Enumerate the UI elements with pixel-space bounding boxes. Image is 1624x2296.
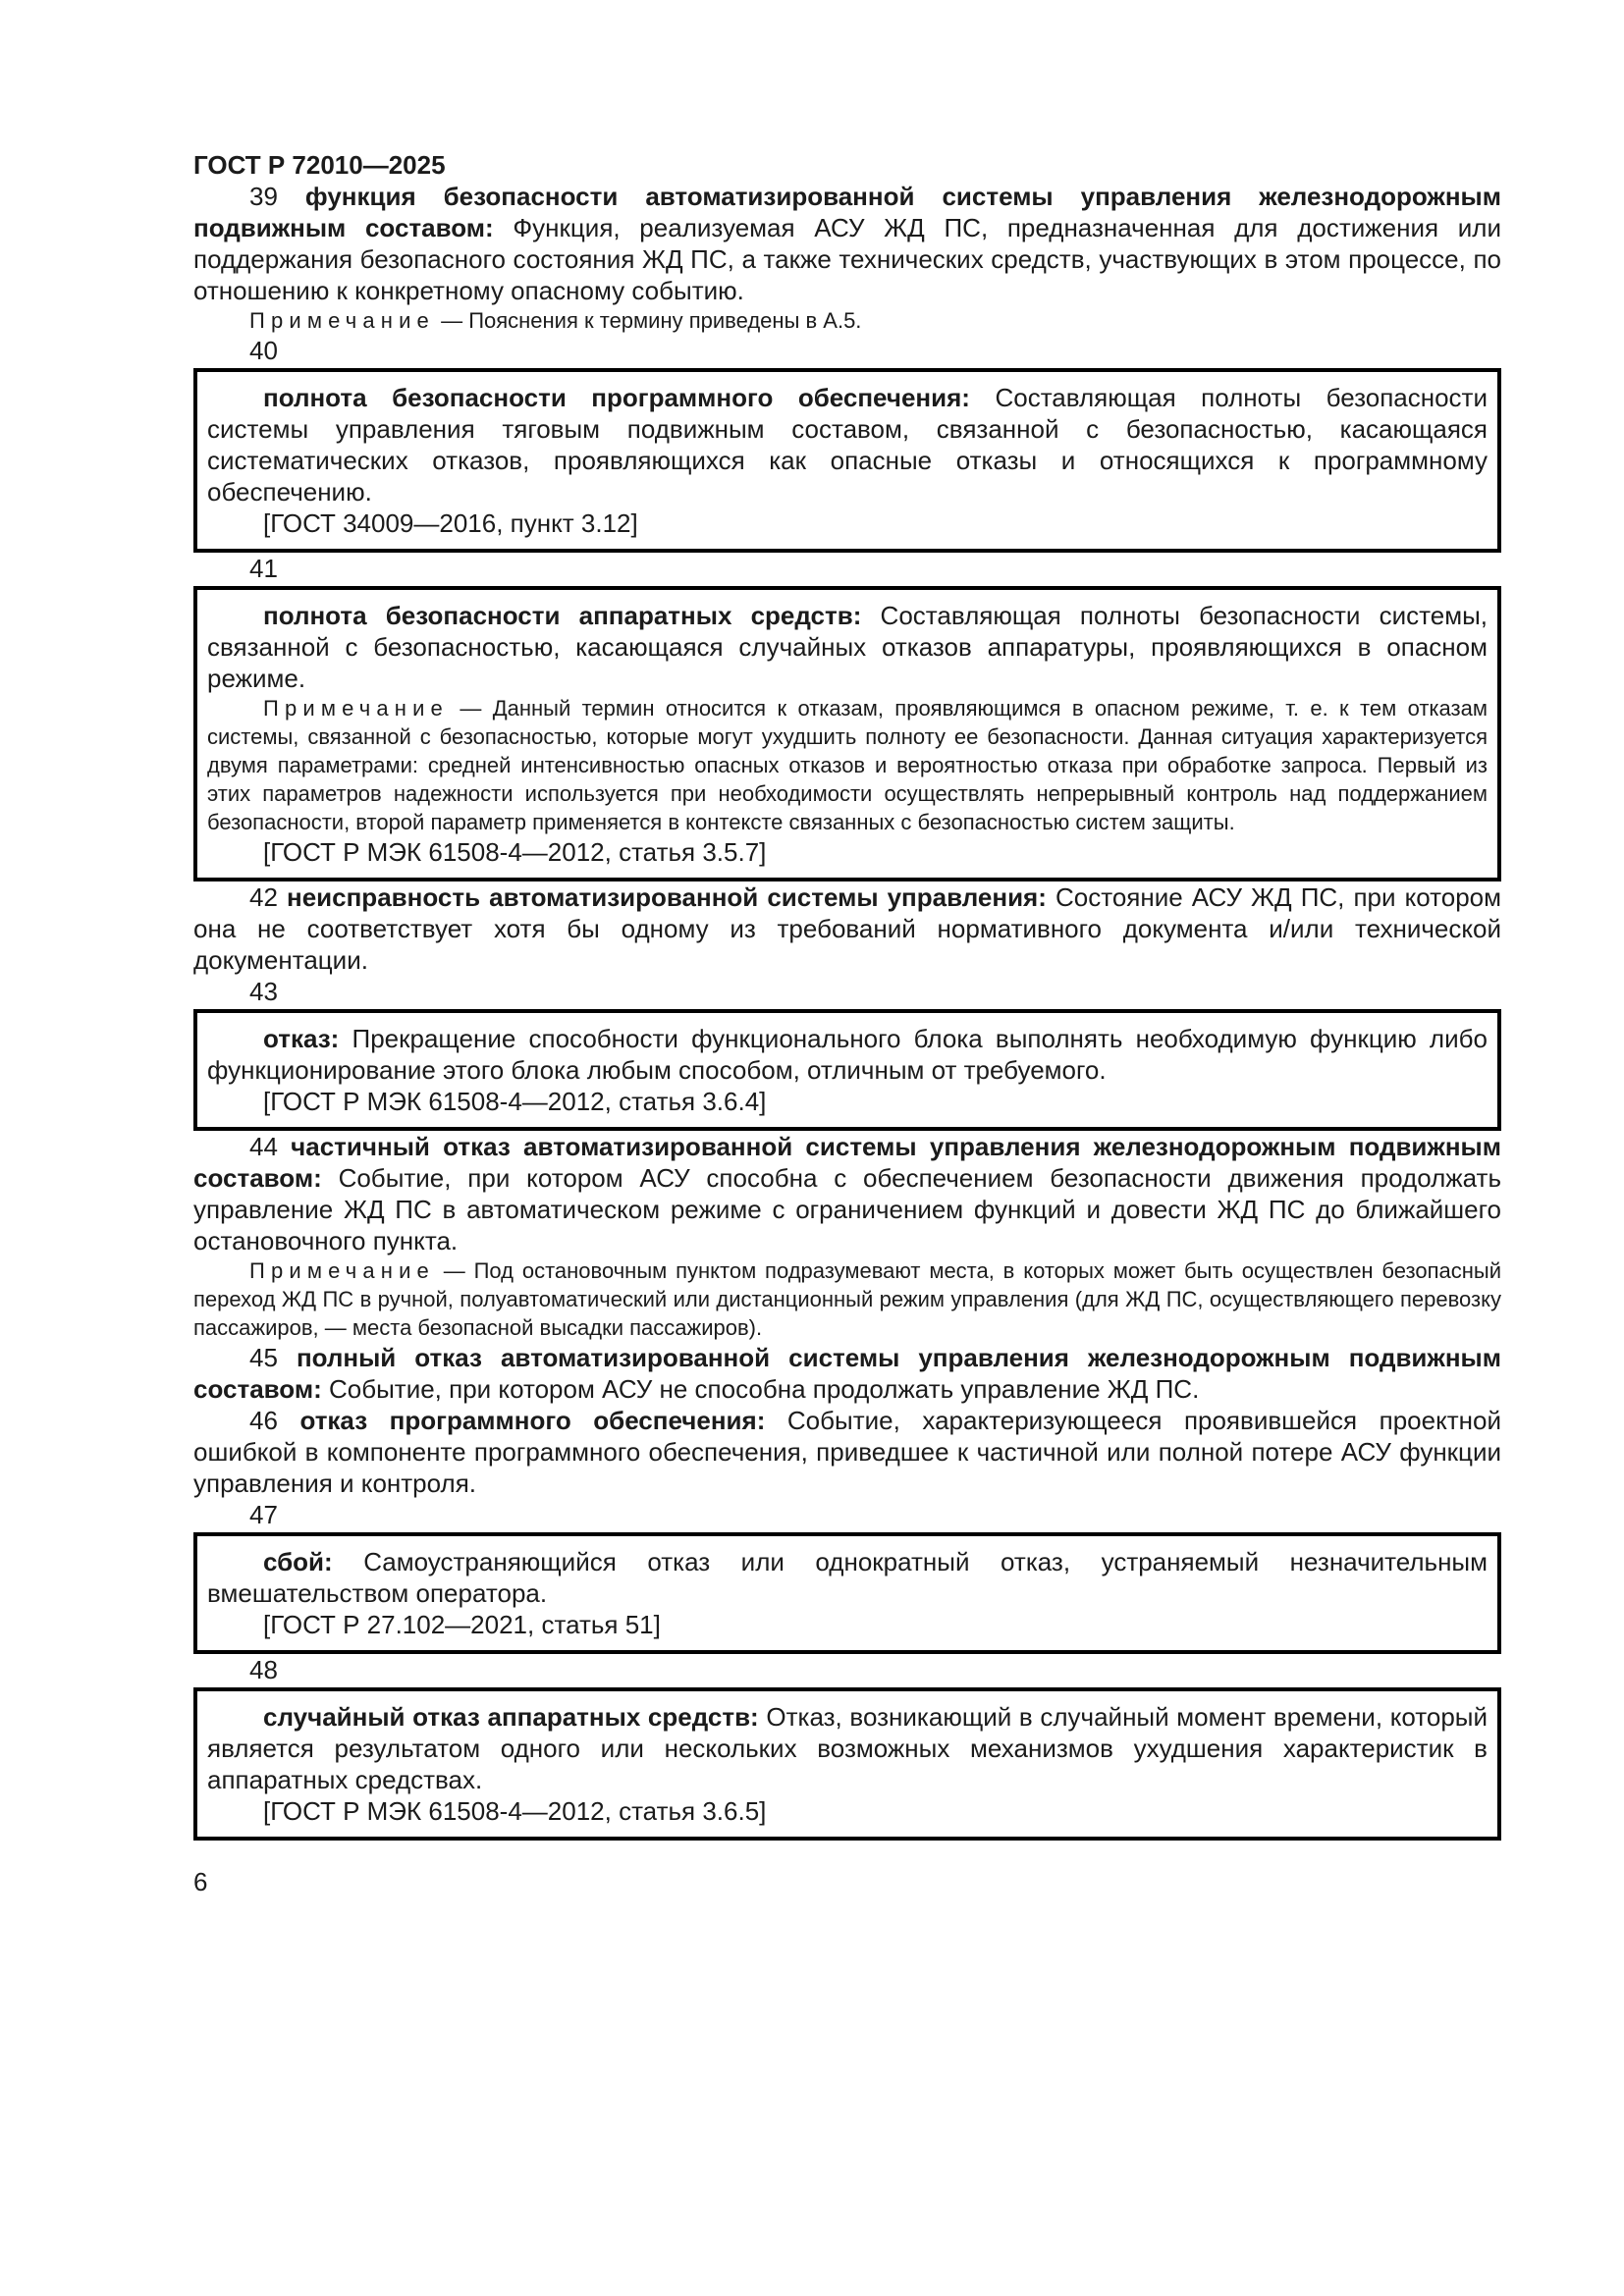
term-definition: Составляющая полноты безопасности системы управления тяговым подвижным составом, связанной с безопасностью, касающаяся систематических отказов, проявляющихся как опасные отказы и относящихся к программному обеспечению. [207,383,1488,507]
page-content [193,0,1501,1897]
note-paragraph-41 [207,694,1488,836]
term-definition: Отказ, возникающий в случайный момент времени, который является результатом одного или нескольких возможных механизмов ухудшения характеристик в аппаратных средствах. [207,1702,1489,1794]
note-text: — Пояснения к термину приведены в А.5. [441,308,862,333]
quoted-term-box-47 [193,1532,1501,1654]
term-entry-48 [207,1701,1488,1795]
term-number-43: 43 [249,977,278,1006]
term-definition: Составляющая полноты безопасности системы, связанной с безопасностью, касающаяся случайных отказов аппаратуры, проявляющихся в опасном режиме. [207,601,1488,693]
term-definition: Прекращение способности функционального блока выполнять необходимую функцию либо функционирование этого блока любым способом, отличным от требуемого. [207,1024,1488,1085]
term-entry-40 [207,382,1488,507]
term-definition: Самоустраняющийся отказ или однократный отказ, устраняемый незначительным вмешательством оператора. [207,1547,1488,1608]
quoted-term-box-40 [193,368,1501,553]
term-number-47: 47 [249,1500,278,1529]
term-entry-39 [193,181,1501,306]
term-title: отказ программного обеспечения: [299,1406,766,1435]
term-number-48: 48 [249,1655,278,1684]
term-title: полный отказ автоматизированной системы управления железнодорожным подвижным составом: [193,1343,1501,1404]
note-text: — Под остановочным пунктом подразумевают места, в которых может быть осуществлен безопасный переход ЖД ПС в ручной, полуавтоматический или дистанционный режим управления (для ЖД ПС, осуществляющего перевозку пассажиров, — места безопасной высадки пассажиров). [193,1258,1501,1340]
term-definition: Событие, характеризующееся проявившейся проектной ошибкой в компоненте программного обеспечения, приведшее к частичной или полной потере АСУ функции управления и контроля. [193,1406,1501,1498]
term-entry-44 [193,1131,1501,1256]
term-title: функция безопасности автоматизированной системы управления железнодорожным подвижным составом: [193,182,1501,242]
source-reference: [ГОСТ Р МЭК 61508-4—2012, статья 3.5.7] [263,837,767,867]
term-title: неисправность автоматизированной системы управления: [287,882,1047,912]
source-reference: [ГОСТ Р 27.102—2021, статья 51] [263,1610,661,1639]
quoted-term-box-48 [193,1687,1501,1841]
source-reference: [ГОСТ Р МЭК 61508-4—2012, статья 3.6.5] [263,1796,767,1826]
term-entry-45 [193,1342,1501,1405]
term-title: случайный отказ аппаратных средств: [263,1702,759,1732]
term-number: 46 [249,1406,278,1435]
note-label: Примечание [263,696,449,721]
term-definition: Событие, при котором АСУ способна с обеспечением безопасности движения продолжать управление ЖД ПС в автоматическом режиме с ограничением функций и довести ЖД ПС до ближайшего остановочного пункта. [193,1163,1501,1255]
term-entry-43 [207,1023,1488,1086]
quoted-term-box-43 [193,1009,1501,1131]
note-label: Примечание [249,308,435,333]
term-number: 44 [249,1132,278,1161]
standard-designation: ГОСТ Р 72010—2025 [193,150,446,180]
note-label: Примечание [249,1258,435,1283]
term-title: отказ: [263,1024,340,1053]
page-number: 6 [193,1867,208,1896]
term-number: 39 [249,182,278,211]
term-title: полнота безопасности программного обеспечения: [263,383,970,412]
term-number: 45 [249,1343,278,1372]
term-entry-41 [207,600,1488,694]
term-definition: Событие, при котором АСУ не способна продолжать управление ЖД ПС. [328,1374,1200,1404]
source-reference: [ГОСТ Р МЭК 61508-4—2012, статья 3.6.4] [263,1087,767,1116]
term-entry-42 [193,881,1501,976]
source-reference: [ГОСТ 34009—2016, пункт 3.12] [263,508,638,538]
term-entry-46 [193,1405,1501,1499]
term-number-41: 41 [249,554,278,583]
term-title: сбой: [263,1547,333,1576]
term-definition: Функция, реализуемая АСУ ЖД ПС, предназначенная для достижения или поддержания безопасного состояния ЖД ПС, а также технических средств, участвующих в этом процессе, по отношению к конкретному опасному событию. [193,213,1501,305]
note-paragraph-44 [193,1256,1501,1342]
term-number-40: 40 [249,336,278,365]
term-entry-47 [207,1546,1488,1609]
quoted-term-box-41 [193,586,1501,881]
note-paragraph-39 [193,306,1501,335]
note-text: — Данный термин относится к отказам, проявляющимся в опасном режиме, т. е. к тем отказам системы, связанной с безопасностью, которые могут ухудшить полноту ее безопасности. Данная ситуация характеризуется двумя параметрами: средней интенсивностью опасных отказов и вероятностью отказа при обработке запроса. Первый из этих параметров надежности используется при необходимости осуществлять непрерывный контроль над поддержанием безопасности, второй параметр применяется в контексте связанных с безопасностью систем защиты. [207,696,1488,834]
term-title: частичный отказ автоматизированной системы управления железнодорожным подвижным составом: [193,1132,1501,1193]
term-title: полнота безопасности аппаратных средств: [263,601,862,630]
term-number: 42 [249,882,278,912]
term-definition: Состояние АСУ ЖД ПС, при котором она не соответствует хотя бы одному из требований нормативного документа и/или технической документации. [193,882,1502,975]
